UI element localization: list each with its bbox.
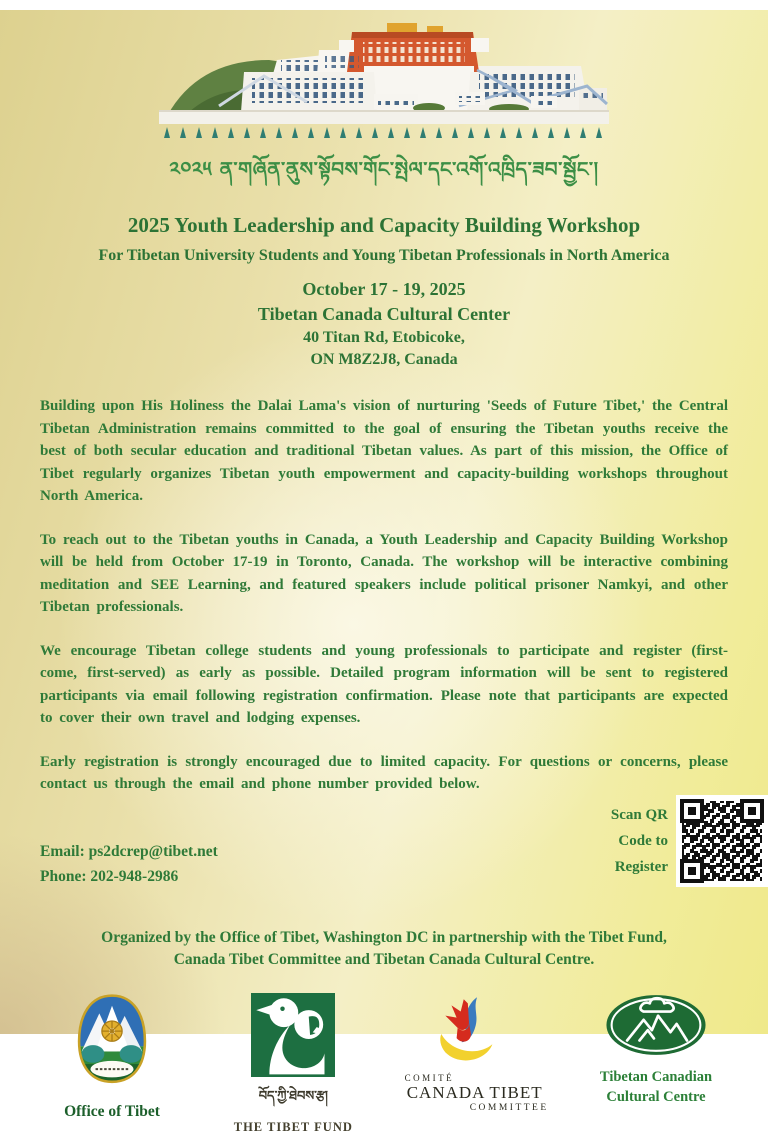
ctc-caption-comite: COMITÉ — [404, 1072, 455, 1083]
qr-caption: Scan QR Code to Register — [610, 806, 668, 875]
event-venue: Tibetan Canada Cultural Center — [257, 304, 511, 324]
tibet-fund-tibetan-caption: བོད་ཀྱི་ཐེབས་རྩ། — [258, 1088, 328, 1104]
tccc-emblem-icon — [604, 993, 708, 1057]
event-address-line1: 40 Titan Rd, Etobicoke, — [303, 329, 465, 346]
event-when-where — [40, 277, 728, 371]
event-date: October 17 - 19, 2025 — [302, 279, 466, 299]
workshop-poster — [0, 10, 768, 1134]
office-of-tibet-caption: Office of Tibet — [64, 1102, 160, 1120]
paragraph-3: We encourage Tibetan college students and young professionals to participate and register (first-come, first-served) as early as possible. Detailed program information will be sent to registered participants via email following registration confirmation. Please note that participants are expected to cover their own travel and lodging expenses. — [40, 642, 728, 726]
event-address-line2: ON M8Z2J8, Canada — [310, 351, 458, 368]
canada-tibet-committee-emblem-icon — [429, 993, 521, 1073]
poster-subtitle: For Tibetan University Students and Young Tibetan Professionals in North America — [98, 247, 670, 264]
qr-code-icon — [680, 799, 764, 883]
phone-label: Phone: — [40, 867, 91, 885]
tibet-fund-caption: THE TIBET FUND — [233, 1119, 353, 1134]
paragraph-4: Early registration is strongly encouraged due to limited capacity. For questions or concerns, please contact us through the email and phone number provided below. — [40, 753, 728, 792]
ctc-caption-main: CANADA TIBET — [406, 1082, 543, 1102]
email-label: Email: — [40, 842, 89, 860]
potala-palace-illustration — [159, 10, 609, 145]
poster-title: 2025 Youth Leadership and Capacity Building Workshop — [127, 213, 641, 237]
logo-tibet-fund — [209, 993, 377, 1135]
logo-office-of-tibet — [28, 993, 196, 1121]
tccc-caption: Tibetan Canadian Cultural Centre — [599, 1068, 713, 1105]
qr-register-block — [611, 795, 768, 887]
qr-code — [676, 795, 768, 887]
tibetan-title: ༢༠༢༥ ན་གཞོན་ནུས་སྟོབས་གོང་སྤེལ་དང་འགོ་འཁྲིད་ཟབ་སྦྱོང་། — [169, 157, 599, 181]
logo-canada-tibet-committee — [391, 993, 559, 1113]
office-of-tibet-emblem-icon — [74, 993, 150, 1087]
body-paragraphs — [0, 395, 768, 796]
contact-section — [0, 806, 768, 913]
paragraph-1: Building upon His Holiness the Dalai Lama's vision of nurturing 'Seeds of Future Tibet,' the Central Tibetan Administration remains committed to the goal of ensuring the Tibetan youths receive the best of both secular education and traditional Tibetan values. As part of this mission, the Office of Tibet regularly organizes Tibetan youth empowerment and capacity-building workshops throughout North America. — [40, 398, 728, 504]
email-value: ps2dcrep@tibet.net — [88, 842, 218, 860]
partner-logos — [28, 993, 740, 1135]
phone-value: 202-948-2986 — [90, 867, 179, 885]
logo-tccc — [572, 993, 740, 1107]
paragraph-2: To reach out to the Tibetan youths in Canada, a Youth Leadership and Capacity Building Workshop will be held from October 17-19 in Toronto, Canada. The workshop will be interactive combining meditation and SEE Learning, and featured speakers include political prisoner Namkyi, and other Tibetan professionals. — [40, 531, 728, 615]
ctc-caption-committee: COMMITTEE — [469, 1102, 549, 1113]
organized-by: Organized by the Office of Tibet, Washington DC in partnership with the Tibet Fund, Canada Tibet Committee and Tibetan Canada Cultural Centre. — [101, 928, 667, 968]
potala-palace-icon — [159, 10, 609, 140]
tibet-fund-emblem-icon — [251, 993, 335, 1077]
